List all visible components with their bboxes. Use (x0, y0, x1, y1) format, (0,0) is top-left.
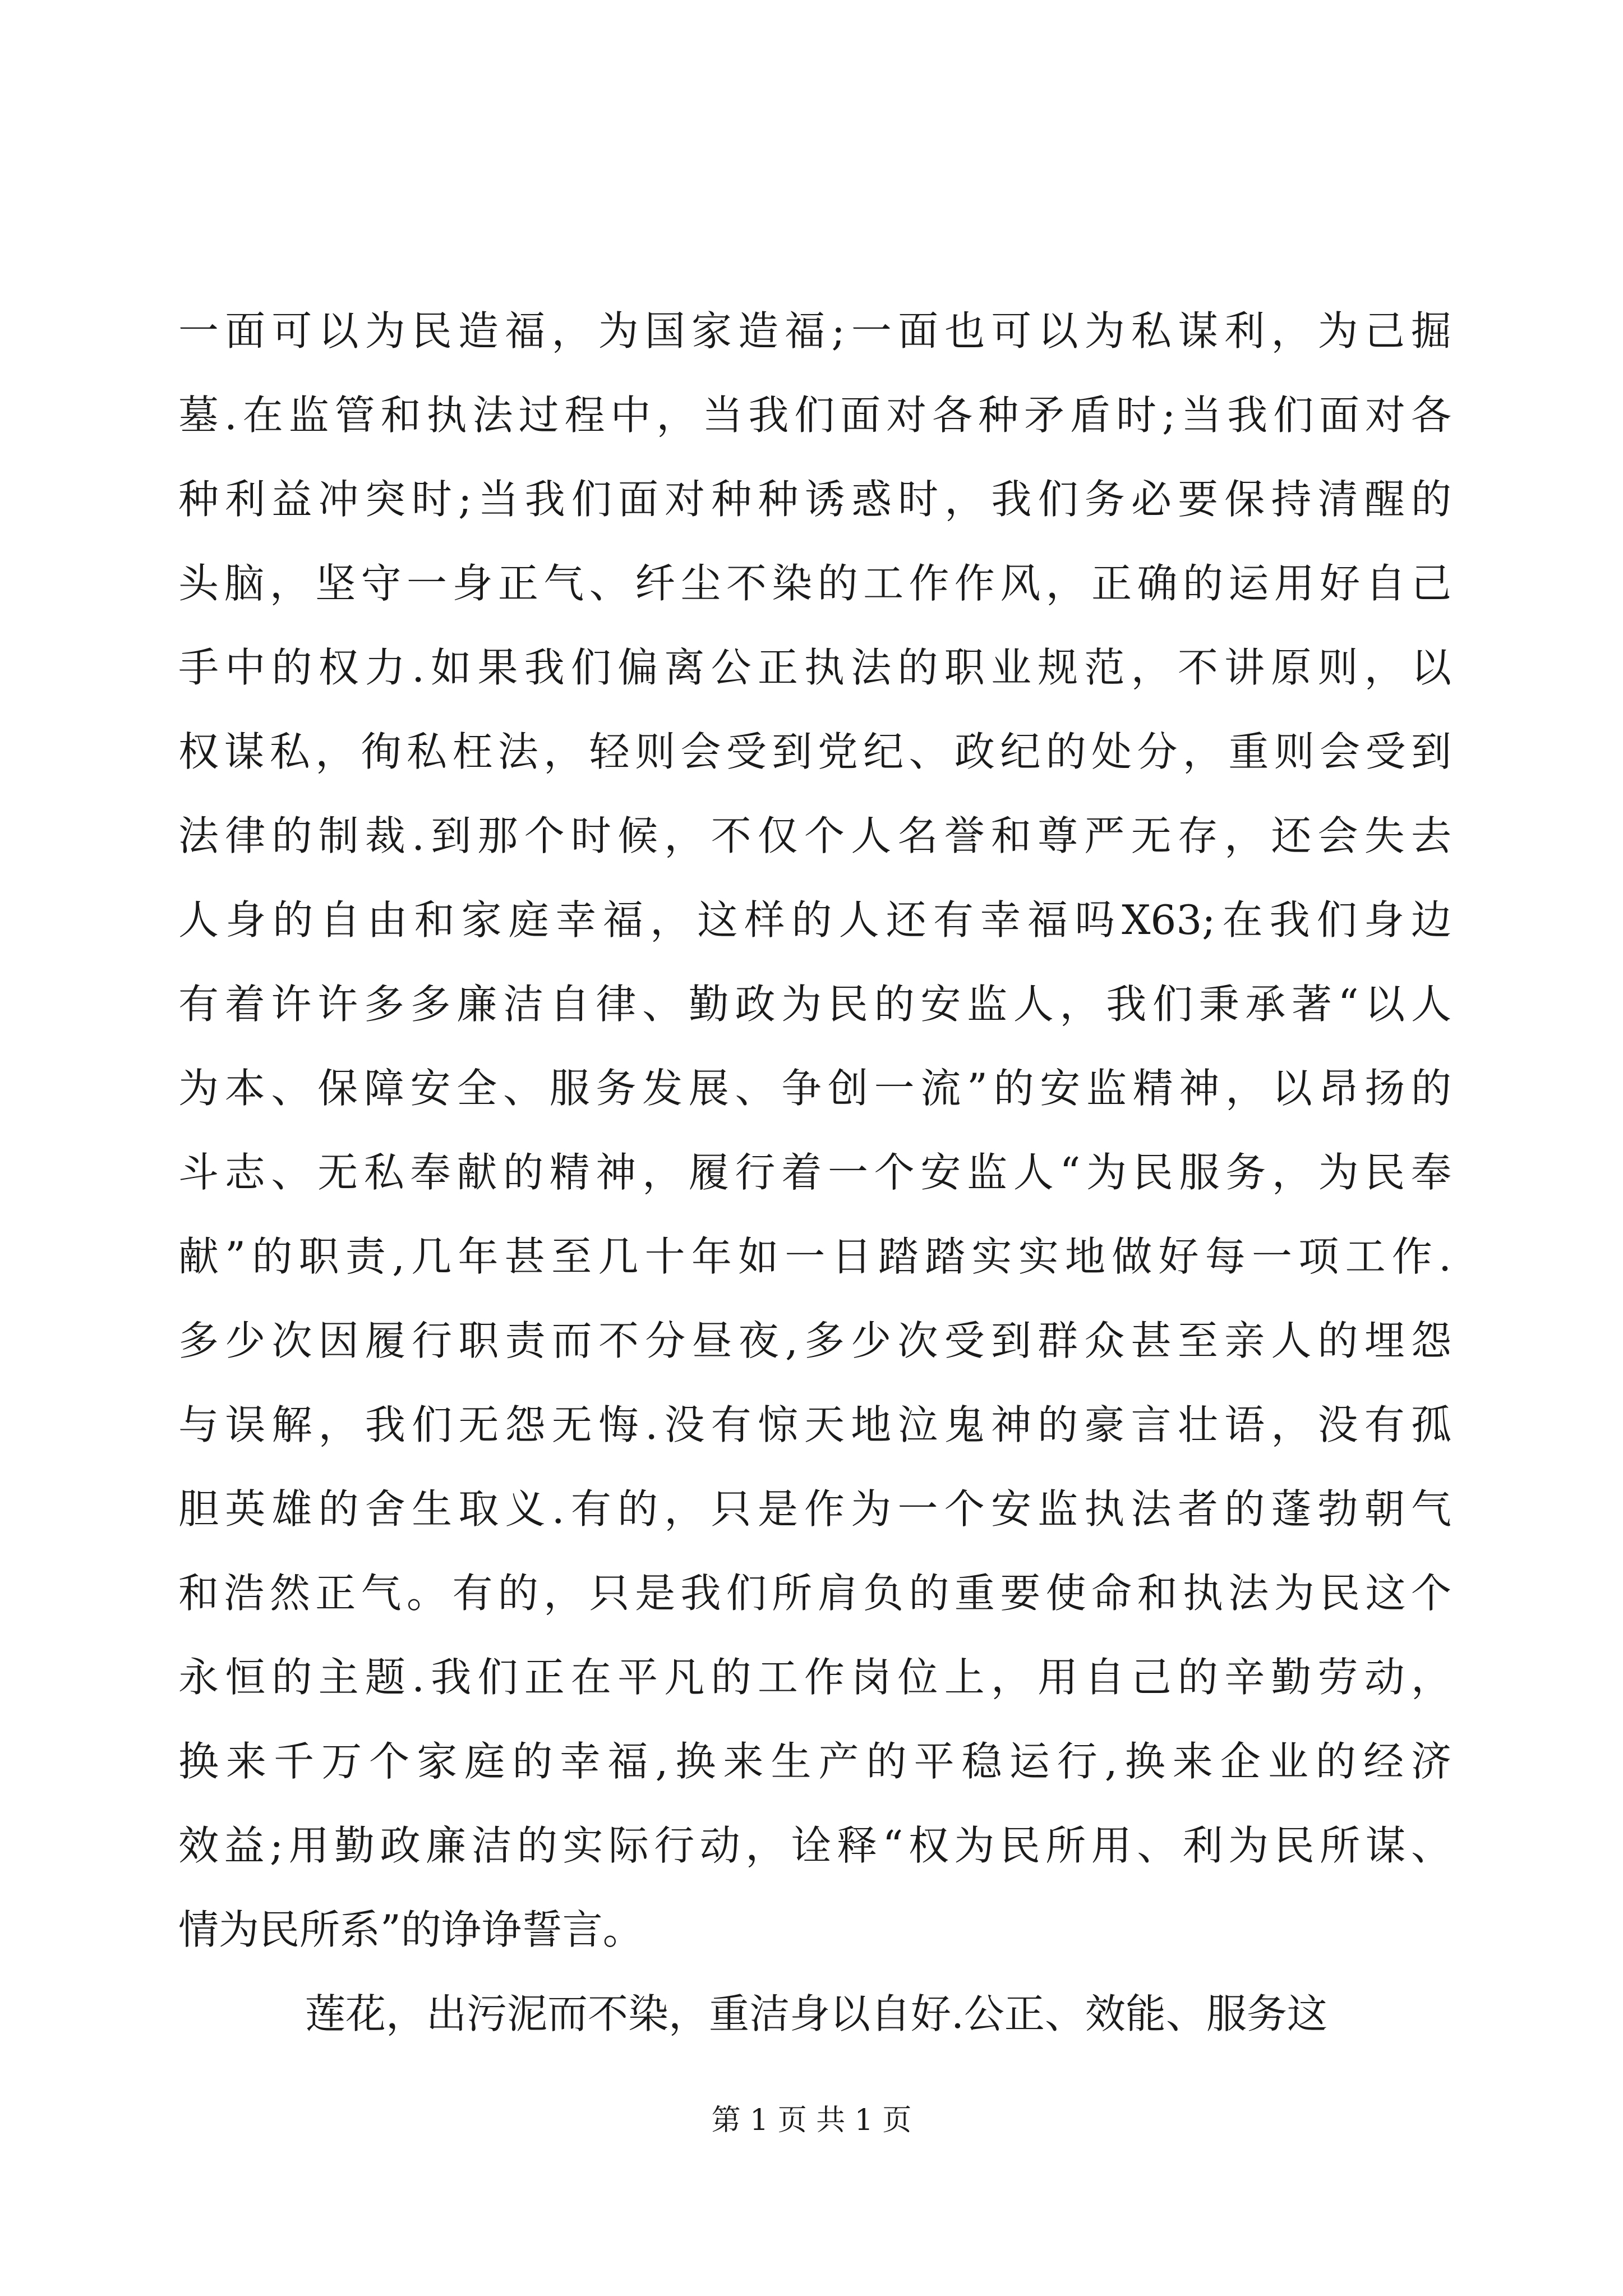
body-text (178, 289, 1451, 2056)
text-line: 手中的权力.如果我们偏离公正执法的职业规范，不讲原则，以 (178, 644, 1451, 691)
text-line: 和浩然正气。有的，只是我们所肩负的重要使命和执法为民这个 (178, 1570, 1451, 1617)
text-line: 法律的制裁.到那个时候，不仅个人名誉和尊严无存，还会失去 (178, 812, 1451, 859)
text-line: 有着许许多多廉洁自律、勤政为民的安监人，我们秉承著“以人 (178, 981, 1451, 1028)
text-line: 与误解，我们无怨无悔.没有惊天地泣鬼神的豪言壮语，没有孤 (178, 1401, 1451, 1448)
text-line: 权谋私，徇私枉法，轻则会受到党纪、政纪的处分，重则会受到 (178, 728, 1451, 775)
text-line: 多少次因履行职责而不分昼夜,多少次受到群众甚至亲人的埋怨 (178, 1317, 1451, 1364)
text-line: 种利益冲突时;当我们面对种种诱惑时，我们务必要保持清醒的 (178, 476, 1451, 523)
text-line: 永恒的主题.我们正在平凡的工作岗位上，用自己的辛勤劳动， (178, 1654, 1451, 1701)
text-line: 一面可以为民造福，为国家造福;一面也可以为私谋利，为己掘 (178, 307, 1451, 355)
text-line: 人身的自由和家庭幸福，这样的人还有幸福吗X63;在我们身边 (178, 896, 1451, 944)
paragraph-start-line: 莲花，出污泥而不染，重洁身以自好.公正、效能、服务这 (305, 1990, 1327, 2037)
text-line: 效益;用勤政廉洁的实际行动，诠释“权为民所用、利为民所谋、 (178, 1822, 1451, 1869)
text-line: 胆英雄的舍生取义.有的，只是作为一个安监执法者的蓬勃朝气 (178, 1485, 1451, 1533)
paragraph-end-line: 情为民所系”的诤诤誓言。 (178, 1906, 643, 1953)
page-number: 第 1 页 共 1 页 (711, 2104, 912, 2137)
text-line: 献”的职责,几年甚至几十年如一日踏踏实实地做好每一项工作. (178, 1233, 1451, 1280)
page-footer (0, 2098, 1623, 2143)
text-line: 头脑，坚守一身正气、纤尘不染的工作作风，正确的运用好自己 (178, 560, 1451, 607)
text-line: 斗志、无私奉献的精神，履行着一个安监人“为民服务，为民奉 (178, 1149, 1451, 1196)
text-line: 墓.在监管和执法过程中，当我们面对各种矛盾时;当我们面对各 (178, 392, 1451, 439)
text-line: 为本、保障安全、服务发展、争创一流”的安监精神，以昂扬的 (178, 1065, 1451, 1112)
text-line: 换来千万个家庭的幸福,换来生产的平稳运行,换来企业的经济 (178, 1738, 1451, 1785)
